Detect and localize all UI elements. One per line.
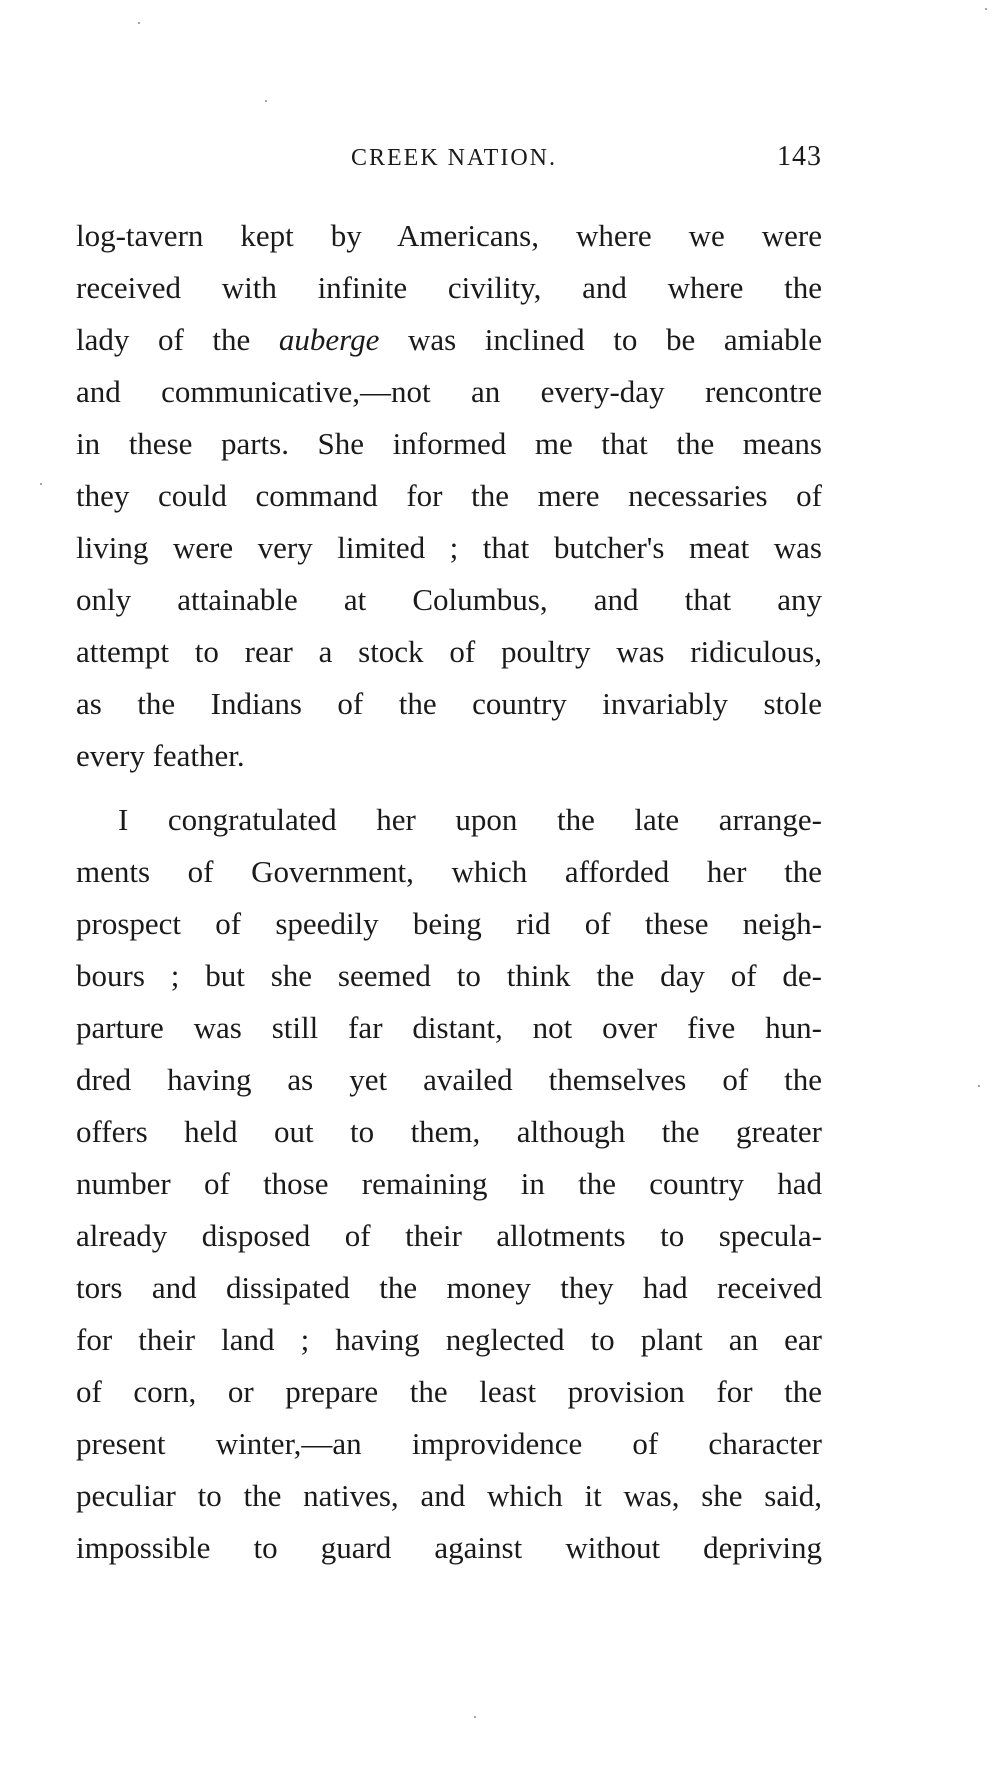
text-line: received with infinite civility, and where the — [76, 270, 822, 305]
text-line: already disposed of their allotments to specula- — [76, 1218, 822, 1253]
paper-speck — [265, 100, 267, 102]
text-line: living were very limited ; that butcher's meat was — [76, 530, 822, 565]
text-line: impossible to guard against without depriving — [76, 1530, 822, 1565]
running-title — [76, 145, 822, 172]
text-line: prospect of speedily being rid of these neigh- — [76, 906, 822, 941]
text-line: attempt to rear a stock of poultry was ridiculous, — [76, 634, 822, 669]
paper-speck — [978, 1085, 980, 1087]
text-line: parture was still far distant, not over five hun- — [76, 1010, 822, 1045]
paragraph-2 — [76, 794, 822, 1574]
paragraph-1 — [76, 210, 822, 782]
text-line: as the Indians of the country invariably stole — [76, 686, 822, 721]
running-head — [76, 141, 822, 185]
text-line: tors and dissipated the money they had received — [76, 1270, 822, 1305]
text-line: I congratulated her upon the late arrange- — [118, 802, 822, 837]
paper-speck — [138, 22, 140, 24]
text-line: present winter,—an improvidence of character — [76, 1426, 822, 1461]
text-line: bours ; but she seemed to think the day of de- — [76, 958, 822, 993]
text-line: log-tavern kept by Americans, where we were — [76, 218, 822, 253]
text-line: only attainable at Columbus, and that any — [76, 582, 822, 617]
text-line: they could command for the mere necessaries of — [76, 478, 822, 513]
paper-speck — [40, 483, 42, 485]
paper-speck — [474, 1716, 476, 1718]
paragraph-gap — [76, 782, 822, 794]
text-line: of corn, or prepare the least provision for the — [76, 1374, 822, 1409]
running-title-text: CREEK NATION. — [351, 145, 557, 171]
text-line: every feather. — [76, 738, 245, 773]
text-line: in these parts. She informed me that the means — [76, 426, 822, 461]
text-line-with-italic: lady of the auberge was inclined to be amiable — [76, 322, 822, 357]
text-line: peculiar to the natives, and which it was, she said, — [76, 1478, 822, 1513]
italic-word: auberge — [278, 322, 380, 357]
text-line: and communicative,—not an every-day rencontre — [76, 374, 822, 409]
text-line: for their land ; having neglected to plant an ear — [76, 1322, 822, 1357]
text-line: dred having as yet availed themselves of the — [76, 1062, 822, 1097]
paper-speck — [985, 8, 987, 10]
text-line: offers held out to them, although the greater — [76, 1114, 822, 1149]
text-line: number of those remaining in the country had — [76, 1166, 822, 1201]
text-line: ments of Government, which afforded her the — [76, 854, 822, 889]
page-number: 143 — [777, 141, 822, 172]
body-text — [76, 210, 822, 1574]
